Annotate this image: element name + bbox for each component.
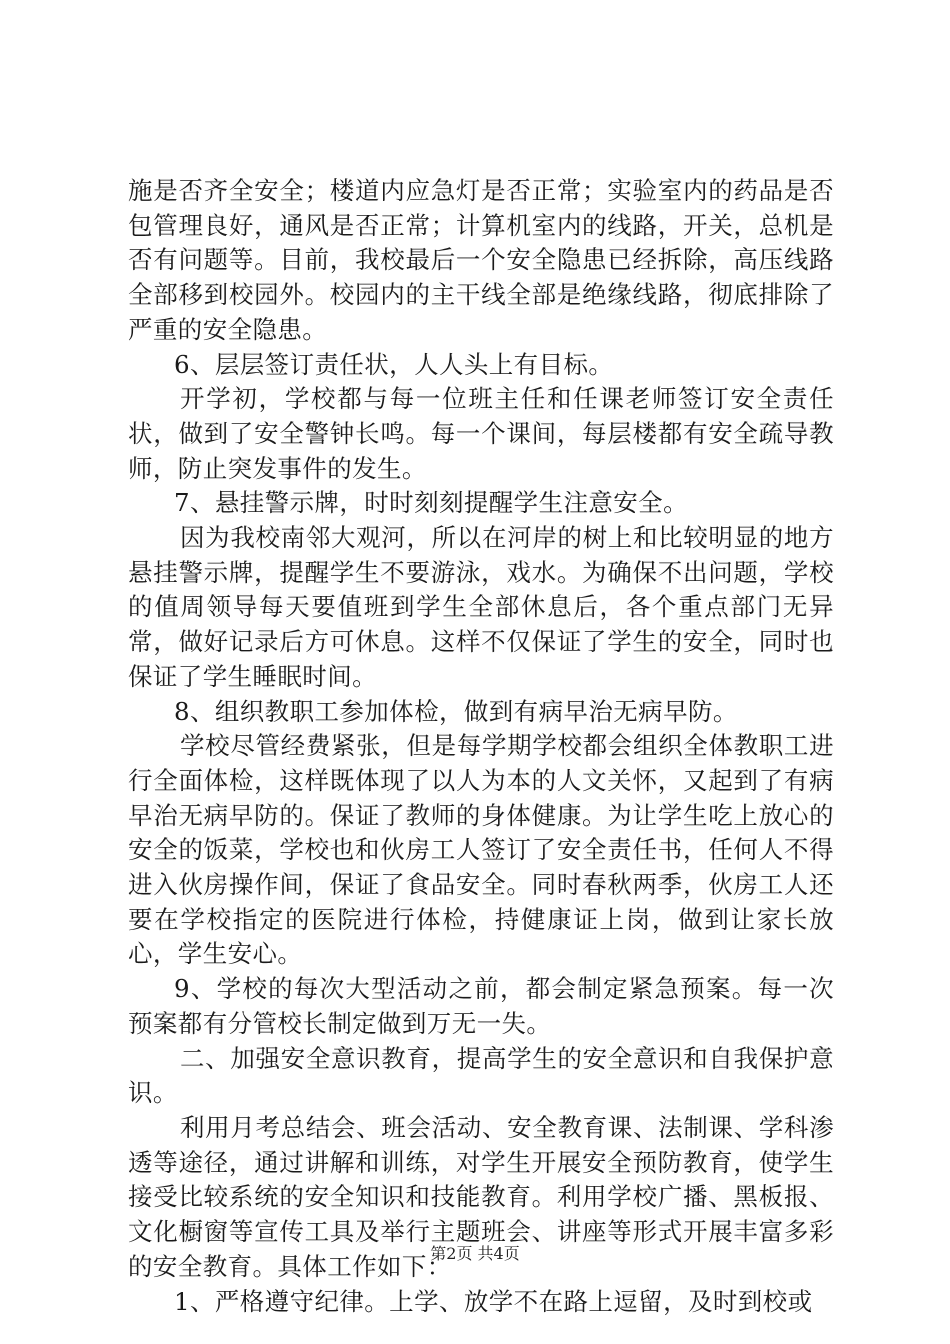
paragraph-continuation: 施是否齐全安全；楼道内应急灯是否正常；实验室内的药品是否包管理良好，通风是否正常；计算机室内的线路，开关，总机是否有问题等。目前，我校最后一个安全隐患已经拆除，高压线路全部移到校园外。校园内的主干线全部是绝缘线路，彻底排除了严重的安全隐患。 (128, 176, 834, 344)
document-body (128, 174, 834, 1319)
paragraph-health-check: 学校尽管经费紧张，但是每学期学校都会组织全体教职工进行全面体检，这样既体现了以人为本的人文关怀，又起到了有病早治无病早防的。保证了教师的身体健康。为让学生吃上放心的安全的饭菜，学校也和伙房工人签订了安全责任书，任何人不得进入伙房操作间，保证了食品安全。同时春秋两季，伙房工人还要在学校指定的医院进行体检，持健康证上岗，做到让家长放心，学生安心。 (128, 731, 834, 969)
paragraph-safety-education: 利用月考总结会、班会活动、安全教育课、法制课、学科渗透等途径，通过讲解和训练，对学生开展安全预防教育，使学生接受比较系统的安全知识和技能教育。利用学校广播、黑板报、文化橱窗等宣传工具及举行主题班会、讲座等形式开展丰富多彩的安全教育。具体工作如下： (128, 1112, 834, 1281)
paragraph-warning-signs: 因为我校南邻大观河，所以在河岸的树上和比较明显的地方悬挂警示牌，提醒学生不要游泳，戏水。为确保不出问题，学校的值周领导每天要值班到学生全部休息后，各个重点部门无异常，做好记录后方可休息。这样不仅保证了学生的安全，同时也保证了学生睡眠时间。 (128, 523, 834, 691)
section-heading-2: 二、加强安全意识教育，提高学生的安全意识和自我保护意识。 (128, 1043, 834, 1108)
section-item-9: 9、学校的每次大型活动之前，都会制定紧急预案。每一次预案都有分管校长制定做到万无一失。 (128, 974, 834, 1038)
section-item-7: 7、悬挂警示牌，时时刻刻提醒学生注意安全。 (174, 488, 688, 518)
section-item-1: 1、严格遵守纪律。上学、放学不在路上逗留，及时到校或 (174, 1286, 813, 1316)
section-item-8: 8、组织教职工参加体检，做到有病早治无病早防。 (174, 696, 738, 726)
section-item-6: 6、层层签订责任状，人人头上有目标。 (174, 349, 614, 379)
paragraph-responsibility: 开学初，学校都与每一位班主任和任课老师签订安全责任状，做到了安全警钟长鸣。每一个课间，每层楼都有安全疏导教师，防止突发事件的发生。 (128, 384, 834, 483)
page-footer: 第2页 共4页 (430, 1244, 520, 1263)
